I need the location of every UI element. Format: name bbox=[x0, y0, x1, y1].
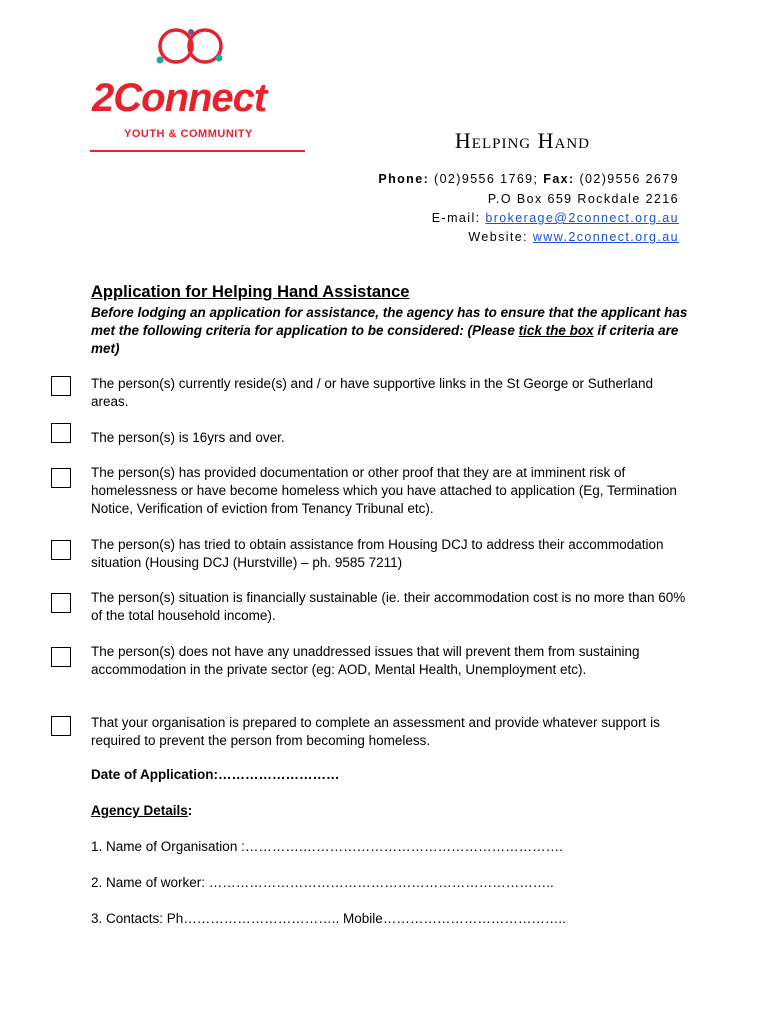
intro-main-text: Before lodging an application for assistance, the agency has to ensure that the applicant has met the following criteria for application to be considered: (Please bbox=[91, 305, 688, 338]
fax-number: (02)9556 2679 bbox=[579, 172, 679, 186]
agency-details-label: Agency Details bbox=[91, 803, 188, 818]
criteria-checkbox-4[interactable] bbox=[51, 540, 71, 560]
form-heading: Application for Helping Hand Assistance bbox=[91, 283, 410, 301]
phone-fax-line bbox=[378, 172, 679, 186]
organisation-name-field[interactable]: 1. Name of Organisation :………….…………………………………………………. bbox=[91, 839, 563, 854]
fax-label: Fax: bbox=[543, 172, 575, 186]
criteria-text-4: The person(s) has tried to obtain assistance from Housing DCJ to address their accommodation situation (Housing DCJ (Hurstville) – ph. 9585 7211) bbox=[91, 537, 664, 570]
intro-end-text: if criteria are met) bbox=[91, 323, 679, 356]
criteria-text-6: The person(s) does not have any unaddressed issues that will prevent them from sustaining accommodation in the private sector (eg: AOD, Mental Health, Unemployment etc). bbox=[91, 644, 640, 677]
postal-address: P.O Box 659 Rockdale 2216 bbox=[487, 192, 679, 206]
form-intro bbox=[91, 304, 691, 358]
logo-tagline: YOUTH & COMMUNITY bbox=[124, 128, 253, 140]
document-title: Helping Hand bbox=[454, 128, 590, 153]
criteria-text-7: That your organisation is prepared to complete an assessment and provide whatever support is required to prevent the person from becoming homeless. bbox=[91, 715, 660, 748]
logo-wordmark: 2Connect bbox=[92, 76, 267, 120]
date-of-application-field[interactable]: Date of Application:……………………… bbox=[91, 767, 340, 782]
criteria-checkbox-1[interactable] bbox=[51, 376, 71, 396]
criteria-text-1: The person(s) currently reside(s) and / or have supportive links in the St George or Sutherland areas. bbox=[91, 376, 654, 409]
logo-divider bbox=[90, 150, 305, 152]
website-label: Website: bbox=[468, 230, 528, 244]
email-label: E-mail: bbox=[431, 211, 481, 225]
phone-label: Phone: bbox=[378, 172, 430, 186]
website-link[interactable]: www.2connect.org.au bbox=[532, 230, 679, 244]
criteria-text-5: The person(s) situation is financially sustainable (ie. their accommodation cost is no more than 60% of the total household income). bbox=[91, 590, 686, 623]
agency-details-heading bbox=[91, 803, 192, 818]
contacts-field[interactable]: 3. Contacts: Ph…………………………….. Mobile………………………………….. bbox=[91, 911, 566, 926]
criteria-checkbox-5[interactable] bbox=[51, 593, 71, 613]
worker-name-field[interactable]: 2. Name of worker: ………………………………………………………………….. bbox=[91, 875, 554, 890]
criteria-checkbox-7[interactable] bbox=[51, 716, 71, 736]
email-line bbox=[432, 211, 679, 225]
email-link[interactable]: brokerage@2connect.org.au bbox=[485, 211, 679, 225]
criteria-checkbox-3[interactable] bbox=[51, 468, 71, 488]
criteria-text-3: The person(s) has provided documentation or other proof that they are at imminent risk of homelessness or have become homeless which you have attached to application (Eg, Termination Notice, Verification of eviction from Tenancy Tribunal etc). bbox=[91, 465, 677, 516]
criteria-checkbox-2[interactable] bbox=[51, 423, 71, 443]
phone-number: (02)9556 1769; bbox=[434, 172, 539, 186]
agency-details-colon: : bbox=[187, 803, 193, 818]
website-line bbox=[468, 230, 679, 244]
criteria-checkbox-6[interactable] bbox=[51, 647, 71, 667]
criteria-text-2: The person(s) is 16yrs and over. bbox=[91, 430, 285, 445]
intro-underlined-text: tick the box bbox=[518, 323, 594, 338]
